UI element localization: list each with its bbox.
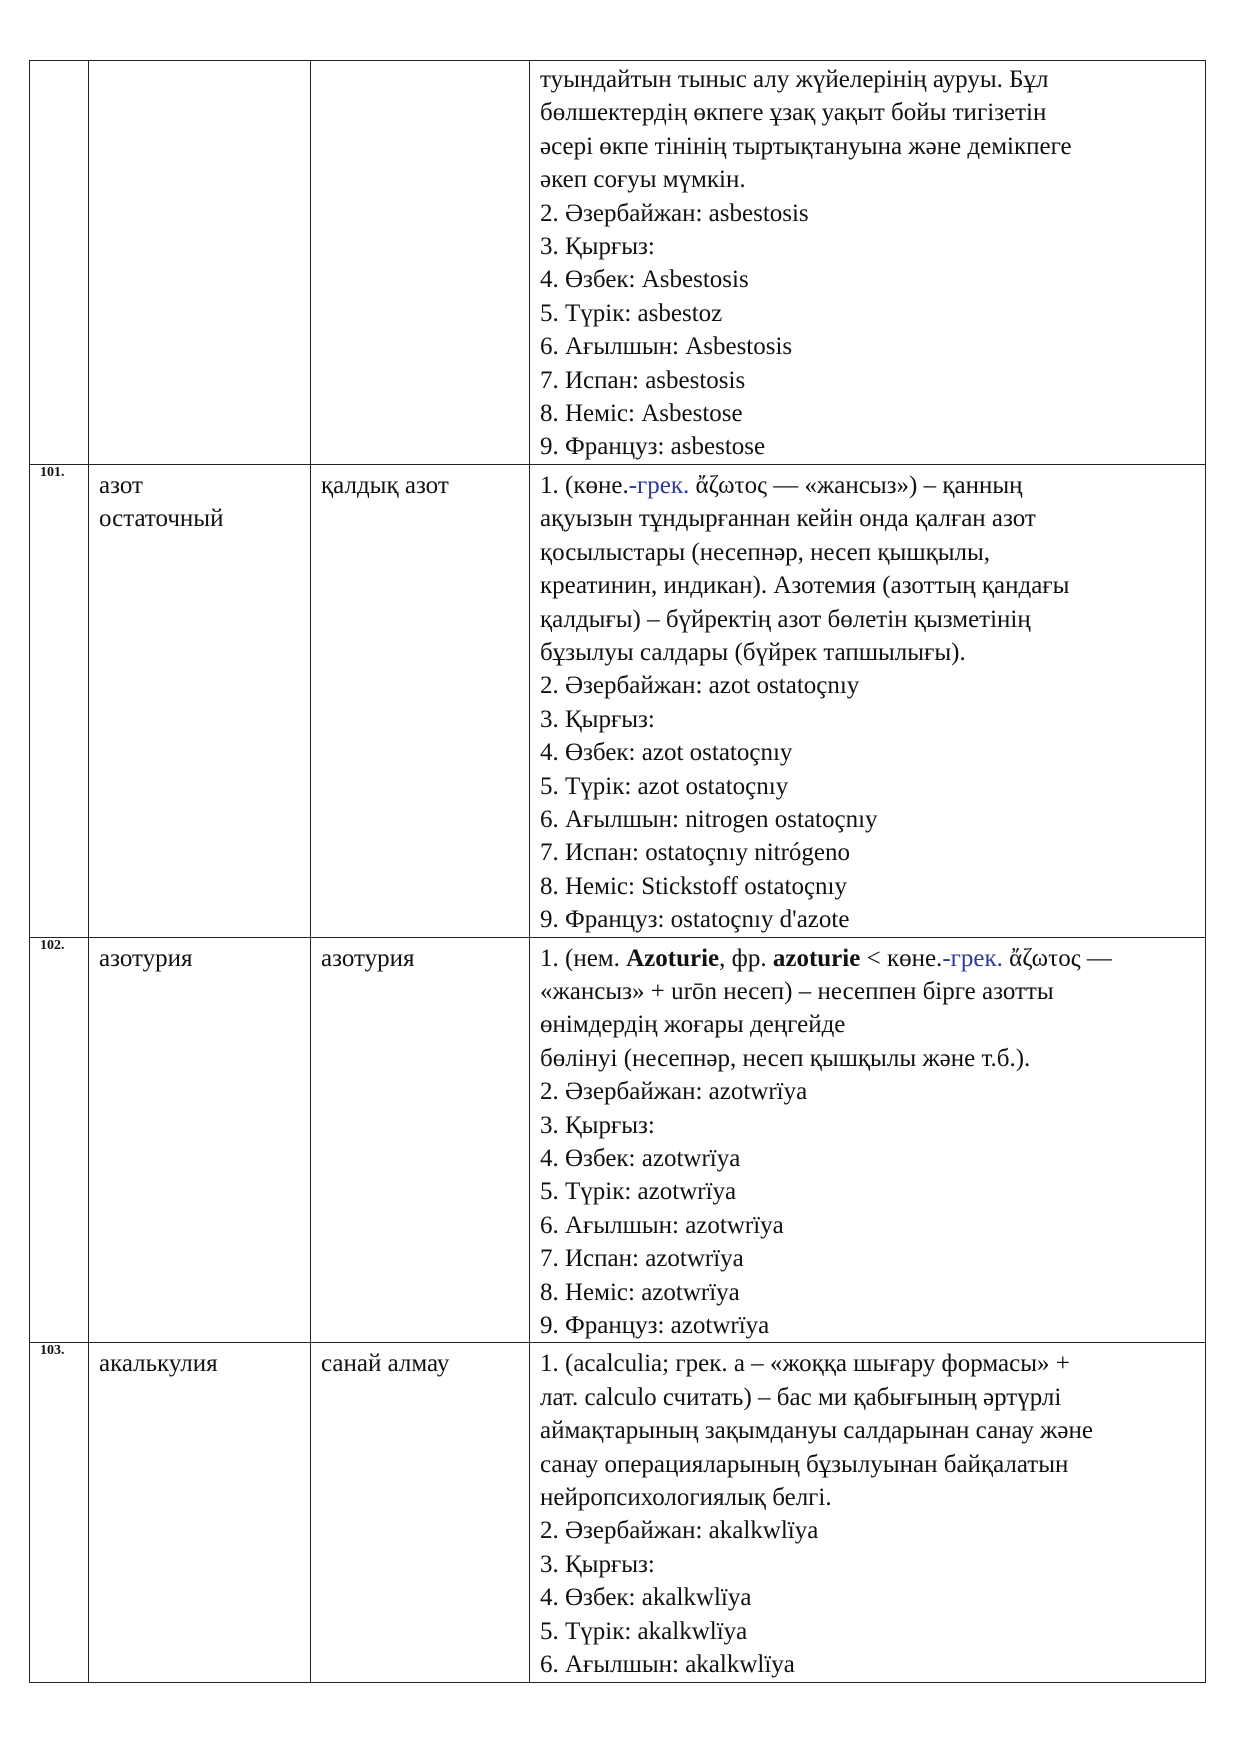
russian-term-cell: акалькулия bbox=[89, 1343, 311, 1682]
definition-line: 2. Әзербайжан: azot ostatoçnıy bbox=[540, 672, 860, 700]
definition-line: 3. Қырғыз: bbox=[540, 1550, 655, 1578]
definition-line: 7. Испан: ostatoçnıy nitrógeno bbox=[540, 839, 851, 867]
definition-line: 1. (нем. Azoturie, фр. azoturie < көне.-грек. ἄζωτος — bbox=[540, 944, 1112, 972]
entry-number-cell bbox=[30, 61, 89, 465]
definition-line: қалдығы) – бүйректің азот бөлетін қызметінің bbox=[540, 605, 1031, 633]
entry-number-cell: 103. bbox=[30, 1343, 89, 1682]
table-row bbox=[30, 464, 1206, 937]
definition-line: 8. Неміс: Asbestose bbox=[540, 400, 743, 428]
definition-line: 5. Түрік: azot ostatoçnıy bbox=[540, 772, 789, 800]
definition-line: әкеп соғуы мүмкін. bbox=[540, 166, 746, 194]
kazakh-term-cell: азотурия bbox=[311, 937, 530, 1343]
definition-line: бөлшектердің өкпеге ұзақ уақыт бойы тигізетін bbox=[540, 99, 1047, 127]
definition-line: қосылыстары (несепнәр, несеп қышқылы, bbox=[540, 538, 991, 566]
definition-line: 6. Ағылшын: nitrogen ostatoçnıy bbox=[540, 805, 878, 833]
definition-line: аймақтарының зақымдануы салдарынан санау және bbox=[540, 1417, 1093, 1445]
definition-line: 4. Өзбек: azotwrïya bbox=[540, 1145, 741, 1172]
definition-line: 6. Ағылшын: azotwrïya bbox=[540, 1211, 784, 1239]
definition-line: 2. Әзербайжан: azotwrïya bbox=[540, 1078, 808, 1106]
kazakh-term-cell: санай алмау bbox=[311, 1343, 530, 1682]
kazakh-term-cell bbox=[311, 61, 530, 465]
definition-line: креатинин, индикан). Азотемия (азоттың қандағы bbox=[540, 572, 1070, 600]
definition-line: 7. Испан: asbestosis bbox=[540, 366, 746, 394]
definition-cell bbox=[530, 464, 1206, 937]
entry-number-cell: 101. bbox=[30, 464, 89, 937]
definition-line: 4. Өзбек: Asbestosis bbox=[540, 266, 749, 294]
definition-line: 2. Әзербайжан: asbestosis bbox=[540, 199, 809, 227]
table-row bbox=[30, 61, 1206, 465]
definition-line: 5. Түрік: azotwrïya bbox=[540, 1178, 737, 1206]
definition-line: ақуызын тұндырғаннан кейін онда қалған азот bbox=[540, 505, 1036, 533]
table-row bbox=[30, 1343, 1206, 1682]
definition-line: 3. Қырғыз: bbox=[540, 705, 655, 733]
entry-number-cell: 102. bbox=[30, 937, 89, 1343]
greek-abbrev: -грек. bbox=[942, 944, 1003, 972]
definition-line: 9. Француз: asbestose bbox=[540, 433, 766, 461]
definition-cell bbox=[530, 937, 1206, 1343]
russian-term-cell: азотурия bbox=[89, 937, 311, 1343]
definition-line: 6. Ағылшын: Asbestosis bbox=[540, 333, 793, 361]
definition-line: 7. Испан: azotwrïya bbox=[540, 1245, 744, 1273]
definition-line: лат. calculo считать) – бас ми қабығының әртүрлі bbox=[540, 1383, 1062, 1411]
russian-term-cell: азот остаточный bbox=[89, 464, 311, 937]
definition-line: 2. Әзербайжан: akalkwlïya bbox=[540, 1517, 819, 1545]
definition-line: 5. Түрік: akalkwlïya bbox=[540, 1617, 748, 1645]
russian-term-cell bbox=[89, 61, 311, 465]
definition-line: 3. Қырғыз: bbox=[540, 1111, 655, 1139]
definition-line: өнімдердің жоғары деңгейде bbox=[540, 1011, 846, 1039]
definition-line: туындайтын тыныс алу жүйелерінің ауруы. Бұл bbox=[540, 66, 1049, 93]
definition-line: 3. Қырғыз: bbox=[540, 233, 655, 261]
definition-line: 9. Француз: azotwrïya bbox=[540, 1312, 770, 1340]
definition-line: 8. Неміс: Stickstoff ostatoçnıy bbox=[540, 872, 847, 900]
definition-cell bbox=[530, 61, 1206, 465]
definition-line: бұзылуы салдары (бүйрек тапшылығы). bbox=[540, 638, 966, 666]
definition-cell bbox=[530, 1343, 1206, 1682]
definition-line: 4. Өзбек: azot ostatoçnıy bbox=[540, 739, 793, 767]
greek-abbrev: -грек. bbox=[628, 471, 690, 499]
definition-line: 4. Өзбек: akalkwlïya bbox=[540, 1584, 752, 1612]
definition-line: санау операцияларының бұзылуынан байқалатын bbox=[540, 1450, 1069, 1478]
definition-line: әсері өкпе тінінің тыртықтануына және демікпеге bbox=[540, 132, 1072, 160]
definition-line: нейропсихологиялық белгі. bbox=[540, 1484, 832, 1512]
definition-line: 9. Француз: ostatoçnıy d'azote bbox=[540, 906, 850, 934]
definition-line: 5. Түрік: asbestoz bbox=[540, 299, 723, 327]
definition-line: 8. Неміс: azotwrïya bbox=[540, 1278, 740, 1306]
kazakh-term-cell: қалдық азот bbox=[311, 464, 530, 937]
definition-line: 1. (acalculia; грек. a – «жоққа шығару формасы» + bbox=[540, 1350, 1070, 1378]
definition-line: 1. (көне.-грек. ἄζωτος — «жансыз») – қанның bbox=[540, 471, 1023, 499]
table-row bbox=[30, 937, 1206, 1343]
definition-line: бөлінуі (несепнәр, несеп қышқылы және т.б.). bbox=[540, 1044, 1031, 1072]
definition-line: 6. Ағылшын: akalkwlïya bbox=[540, 1651, 795, 1679]
glossary-table bbox=[29, 60, 1206, 1683]
definition-line: «жансыз» + urōn несеп) – несеппен бірге азотты bbox=[540, 977, 1054, 1005]
